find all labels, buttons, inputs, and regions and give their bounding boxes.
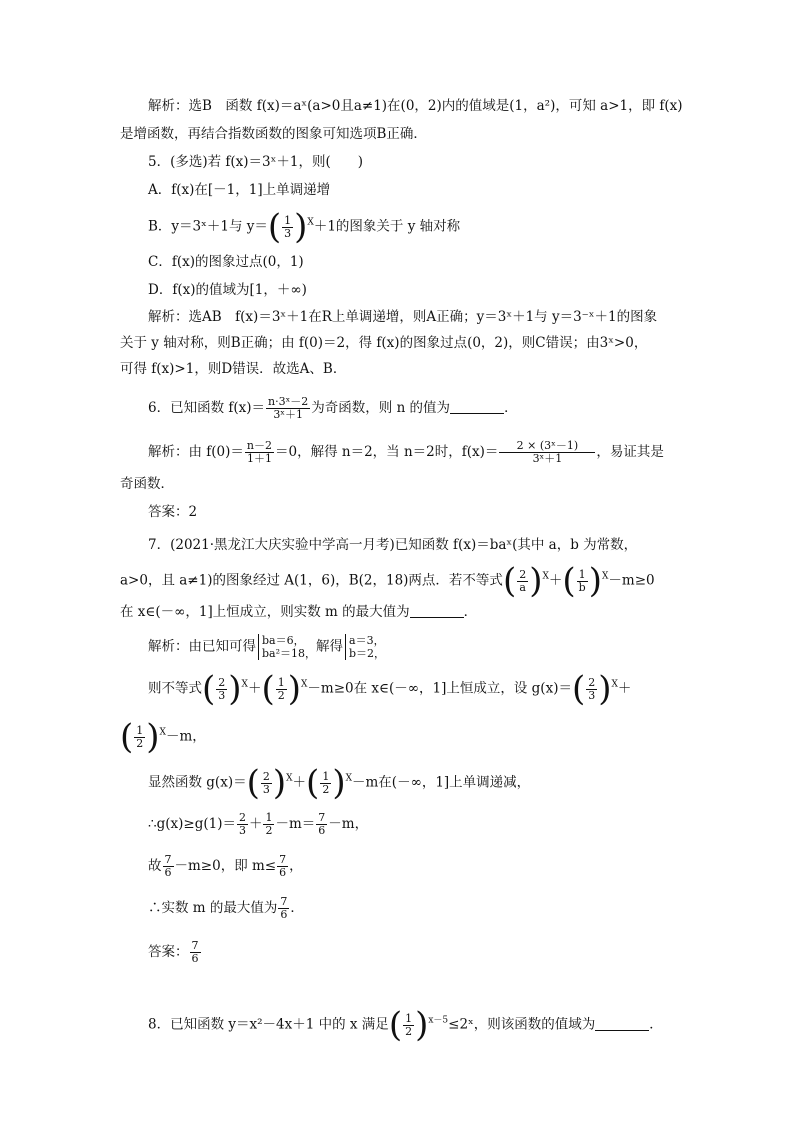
solution-7-line-2: 则不等式( $\frac{2}{3}$ )$^X$＋( $\frac{1}{2}$ )$^X$－m≥0在 x∈(－∞，1]上恒成立，设 g(x)＝( $\frac{2}{3}$ )$^X$＋ xyxy=(148,669,632,709)
question-7-line-2: a>0，且 a≠1)的图象经过 A(1，6)，B(2，18)两点．若不等式( $\frac{2}{a}$ )$^X$＋( $\frac{1}{b}$ )$^X$－m≥0 xyxy=(120,561,655,601)
solution-7-line-4: 显然函数 g(x)＝( $\frac{2}{3}$ )$^X$＋( $\frac{1}{2}$ )$^X$－m在(－∞，1]上单调递减， xyxy=(148,763,531,803)
option-5c: C．f(x)的图象过点(0，1) xyxy=(148,254,304,270)
solution-7-line-3: ( $\frac{1}{2}$ )$^X$－m， xyxy=(120,717,206,757)
question-8: 8．已知函数 y＝x²－4x＋1 中的 x 满足( $\frac{1}{2}$ )$^{x-5}$≤2ˣ，则该函数的值域为 ． xyxy=(148,1005,663,1045)
option-5d: D．f(x)的值域为[1，＋∞) xyxy=(148,282,307,298)
solution-4-line-1: 解析：选B 函数 f(x)＝aˣ(a>0且a≠1)在(0，2)内的值域是(1，a²)，可知 a>1，即 f(x) xyxy=(148,98,683,114)
solution-6-line-2: 奇函数． xyxy=(120,476,174,492)
question-7-line-3: 在 x∈(－∞，1]上恒成立，则实数 m 的最大值为 ． xyxy=(120,604,478,620)
option-5a: A．f(x)在[－1，1]上单调递增 xyxy=(148,182,331,198)
solution-4-line-2: 是增函数，再结合指数函数的图象可知选项B正确． xyxy=(120,126,427,142)
question-7-line-1: 7．(2021·黑龙江大庆实验中学高一月考)已知函数 f(x)＝baˣ(其中 a，b 为常数， xyxy=(148,537,638,553)
answer-blank xyxy=(595,1016,649,1031)
question-5: 5．(多选)若 f(x)＝3ˣ＋1，则( ) xyxy=(148,154,363,170)
answer-blank xyxy=(450,399,504,414)
answer-7: 答案： $\frac{7}{6}$ xyxy=(148,939,199,965)
answer-6: 答案：2 xyxy=(148,504,198,520)
solution-6-line-1: 解析：由 f(0)＝ $\frac{n-2}{1+1}$ ＝0，解得 n＝2，当 n＝2时，f(x)＝ $\frac{\text{2 × (3ˣ－1)}}{\text{3ˣ＋1}}$ ，易证其是 xyxy=(148,439,664,465)
solution-7-line-1: 解析：由已知可得 ba＝6， ba²＝18， 解得 a＝3， b＝2， xyxy=(148,634,386,660)
answer-blank xyxy=(410,603,464,618)
question-6: 6．已知函数 f(x)＝ $\frac{\text{n·3ˣ－2}}{\text{3ˣ＋1}}$ 为奇函数，则 n 的值为 ． xyxy=(148,395,518,421)
option-5b: B．y＝3ˣ＋1与 y＝( $\frac{1}{3}$ )$^X$＋1的图象关于 y 轴对称 xyxy=(148,207,461,247)
solution-5-line-3: 可得 f(x)>1，则D错误．故选A、B． xyxy=(120,361,347,377)
solution-5-line-1: 解析：选AB f(x)＝3ˣ＋1在R上单调递增，则A正确；y＝3ˣ＋1与 y＝3⁻ˣ＋1的图象 xyxy=(148,309,658,325)
solution-7-line-7: ∴实数 m 的最大值为 $\frac{7}{6}$ ． xyxy=(148,895,304,921)
solution-7-line-6: 故 $\frac{7}{6}$ －m≥0，即 m≤ $\frac{7}{6}$ ， xyxy=(148,853,303,879)
solution-5-line-2: 关于 y 轴对称，则B正确；由 f(0)＝2，得 f(x)的图象过点(0，2)，则C错误；由3ˣ>0， xyxy=(120,335,648,351)
solution-7-line-5: ∴g(x)≥g(1)＝ $\frac{2}{3}$ ＋ $\frac{1}{2}$ －m＝ $\frac{7}{6}$ －m， xyxy=(148,811,369,837)
